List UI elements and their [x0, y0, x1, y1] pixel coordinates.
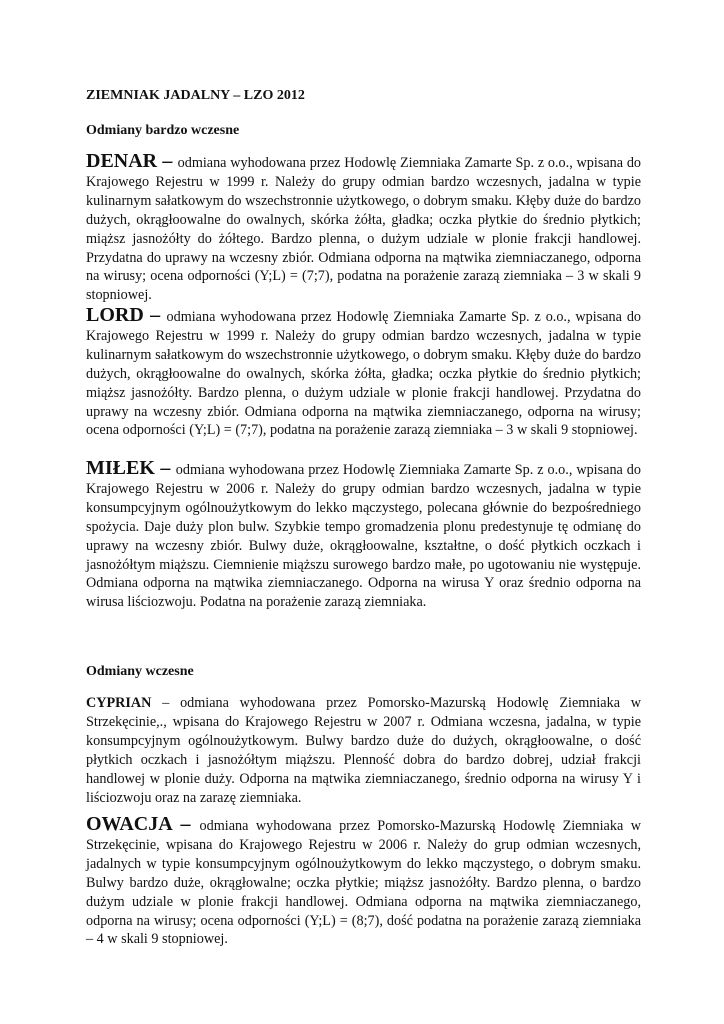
variety-description: odmiana wyhodowana przez Hodowlę Ziemniaka Zamarte Sp. z o.o., wpisana do Krajowego Rejestru w 1999 r. Należy do grupy odmian bardzo wczesnych, jadalna w typie kulinarnym sałatkowym do wszechstronnie użytkowego, o dobrym smaku. Kłęby duże do bardzo dużych, okrągłoowalne do owalnych, skórka żółta, gładka; oczka płytkie do średnio płytkich; miąższ jasnożółty do żółtego. Bardzo plenna, o dużym udziale w plonie frakcji handlowej. Przydatna do uprawy na wczesny zbiór. Odmiana odporna na mątwika ziemniaczanego, odporna na wirusy; ocena odporności (Y;L) = (7;7), podatna na porażenie zarazą ziemniaka – 3 w skali 9 stopniowej.	[86, 155, 642, 304]
variety-description: odmiana wyhodowana przez Pomorsko-Mazurską Hodowlę Ziemniaka w Strzekęcinie, wpisana do Krajowego Rejestru w 2006 r. Należy do grup odmian wczesnych, jadalnych w typie konsumpcyjnym ogólnoużytkowym do lekko mączystego, o dobrym smaku. Bulwy bardzo duże, okrągłowalne; oczka płytkie; miąższ jasnożółty. Bardzo plenna, o bardzo dużym udziale w plonie frakcji handlowej. Odmiana odporna na mątwika ziemniaczanego, odporna na wirusy; ocena odporności (Y;L) = (8;7), dość podatna na porażenie zarazą ziemniaka – 4 w skali 9 stopniowej.	[86, 818, 642, 948]
variety-name: LORD	[86, 304, 144, 326]
section-heading-early: Odmiany wczesne	[86, 664, 194, 679]
variety-name: CYPRIAN	[86, 695, 152, 711]
document-title: ZIEMNIAK JADALNY – LZO 2012	[86, 88, 305, 103]
variety-name: MIŁEK	[86, 457, 155, 479]
variety-entry-milek	[86, 459, 641, 612]
variety-dash: –	[154, 457, 176, 479]
variety-entry-cyprian	[86, 694, 641, 807]
section-heading-very-early: Odmiany bardzo wczesne	[86, 123, 240, 138]
variety-description: odmiana wyhodowana przez Hodowlę Ziemniaka Zamarte Sp. z o.o., wpisana do Krajowego Rejestru w 1999 r. Należy do grupy odmian bardzo wczesnych, jadalna w typie kulinarnym sałatkowym do wszechstronnie użytkowego, o dobrym smaku. Kłęby duże do bardzo dużych, okrągłoowalne do owalnych, skórka żółta, gładka; oczka płytkie do średnio płytkich; miąższ jasnożółty. Bardzo plenna, o dużym udziale w plonie frakcji handlowej. Przydatna do uprawy na wczesny zbiór. Odmiana odporna na mątwika ziemniaczanego, odporna na wirusy; ocena odporności (Y;L) = (7;7), podatna na porażenie zarazą ziemniaka – 3 w skali 9 stopniowej.	[86, 309, 642, 439]
variety-description: odmiana wyhodowana przez Pomorsko-Mazurską Hodowlę Ziemniaka w Strzekęcinie,., wpisana do Krajowego Rejestru w 2007 r. Odmiana wczesna, jadalna, w typie konsumpcyjnym ogólnoużytkowym. Bulwy bardzo duże do dużych, okrągłoowalne, o dość płytkich oczkach i jasnożółtym miąższu. Plenność dobra do bardzo dobrej, udział frakcji handlowej w plonie duży. Odporna na mątwika ziemniaczanego, średnio odporna na wirusy Y i liściozwoju oraz na zarazę ziemniaka.	[86, 695, 642, 806]
variety-name: OWACJA	[86, 813, 172, 835]
variety-name: DENAR	[86, 150, 158, 172]
variety-entry-denar	[86, 152, 641, 305]
variety-dash: –	[151, 695, 181, 711]
variety-entry-owacja	[86, 815, 641, 949]
variety-description: odmiana wyhodowana przez Hodowlę Ziemniaka Zamarte Sp. z o.o., wpisana do Krajowego Rejestru w 2006 r. Należy do grupy odmian bardzo wczesnych, jadalna w typie konsumpcyjnym ogólnoużytkowym do lekko mączystego, polecana głównie do bezpośredniego spożycia. Daje duży plon bulw. Szybkie tempo gromadzenia plonu predestynuje tę odmianę do uprawy na wczesny zbiór. Bulwy duże, okrągłoowalne, kształtne, o dość płytkich oczkach i jasnożółtym miąższu. Ciemnienie miąższu surowego bardzo małe, po ugotowaniu nie występuje. Odmiana odporna na mątwika ziemniaczanego. Odporna na wirusa Y oraz średnio odporna na wirusa liściozwoju. Podatna na porażenie zarazą ziemniaka.	[86, 462, 641, 611]
variety-entry-lord	[86, 306, 641, 440]
variety-dash: –	[157, 150, 178, 172]
variety-dash: –	[143, 304, 167, 326]
variety-dash: –	[171, 813, 200, 835]
